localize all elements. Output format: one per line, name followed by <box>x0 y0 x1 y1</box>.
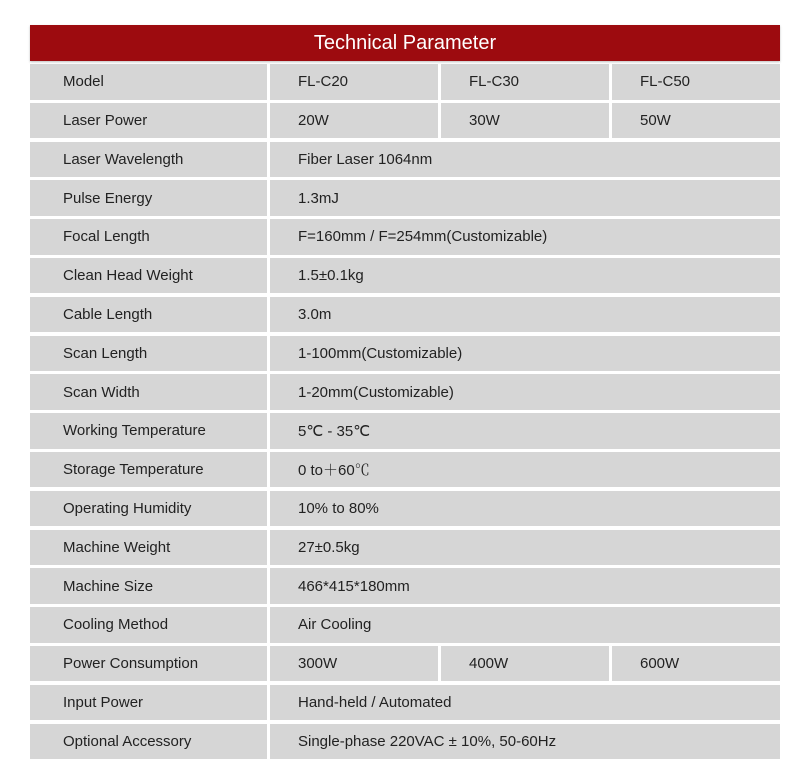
row-value: Air Cooling <box>270 607 780 643</box>
table-row <box>30 374 780 410</box>
row-value: 30W <box>441 103 609 139</box>
row-value: 0 to＋60℃ <box>270 452 780 488</box>
row-label: Storage Temperature <box>30 452 267 488</box>
row-label: Cooling Method <box>30 607 267 643</box>
row-value: FL-C50 <box>612 64 780 100</box>
row-label: Machine Size <box>30 568 267 604</box>
table-row <box>30 724 780 760</box>
row-label: Power Consumption <box>30 646 267 682</box>
row-value: 1.3mJ <box>270 180 780 216</box>
row-label: Model <box>30 64 267 100</box>
row-value: 3.0m <box>270 297 780 333</box>
table-row <box>30 180 780 216</box>
table-row <box>30 568 780 604</box>
row-label: Focal Length <box>30 219 267 255</box>
table-row <box>30 142 780 178</box>
table-row <box>30 491 780 527</box>
table-row <box>30 530 780 566</box>
row-label: Cable Length <box>30 297 267 333</box>
row-value: 1-20mm(Customizable) <box>270 374 780 410</box>
table-title: Technical Parameter <box>30 25 780 61</box>
table-rows <box>30 64 780 759</box>
row-value: 50W <box>612 103 780 139</box>
row-label: Working Temperature <box>30 413 267 449</box>
row-label: Laser Wavelength <box>30 142 267 178</box>
table-row <box>30 685 780 721</box>
table-row <box>30 103 780 139</box>
table-row <box>30 336 780 372</box>
row-value: Hand-held / Automated <box>270 685 780 721</box>
row-value: 400W <box>441 646 609 682</box>
table-row <box>30 413 780 449</box>
row-value: Fiber Laser 1064nm <box>270 142 780 178</box>
table-row <box>30 219 780 255</box>
row-label: Scan Length <box>30 336 267 372</box>
row-value: 1-100mm(Customizable) <box>270 336 780 372</box>
row-value: F=160mm / F=254mm(Customizable) <box>270 219 780 255</box>
row-value: Single-phase 220VAC ± 10%, 50-60Hz <box>270 724 780 760</box>
table-row <box>30 258 780 294</box>
row-value: 466*415*180mm <box>270 568 780 604</box>
row-value: 10% to 80% <box>270 491 780 527</box>
row-value: 300W <box>270 646 438 682</box>
row-value: 20W <box>270 103 438 139</box>
row-value: FL-C30 <box>441 64 609 100</box>
row-label: Laser Power <box>30 103 267 139</box>
row-value: 27±0.5kg <box>270 530 780 566</box>
row-value: 5℃ - 35℃ <box>270 413 780 449</box>
row-label: Pulse Energy <box>30 180 267 216</box>
table-row <box>30 607 780 643</box>
technical-parameter-table <box>30 25 780 762</box>
row-label: Clean Head Weight <box>30 258 267 294</box>
table-row <box>30 452 780 488</box>
row-label: Input Power <box>30 685 267 721</box>
table-row <box>30 297 780 333</box>
table-row <box>30 646 780 682</box>
row-label: Optional Accessory <box>30 724 267 760</box>
row-value: 600W <box>612 646 780 682</box>
row-value: FL-C20 <box>270 64 438 100</box>
row-label: Operating Humidity <box>30 491 267 527</box>
row-label: Scan Width <box>30 374 267 410</box>
table-row <box>30 64 780 100</box>
row-value: 1.5±0.1kg <box>270 258 780 294</box>
row-label: Machine Weight <box>30 530 267 566</box>
